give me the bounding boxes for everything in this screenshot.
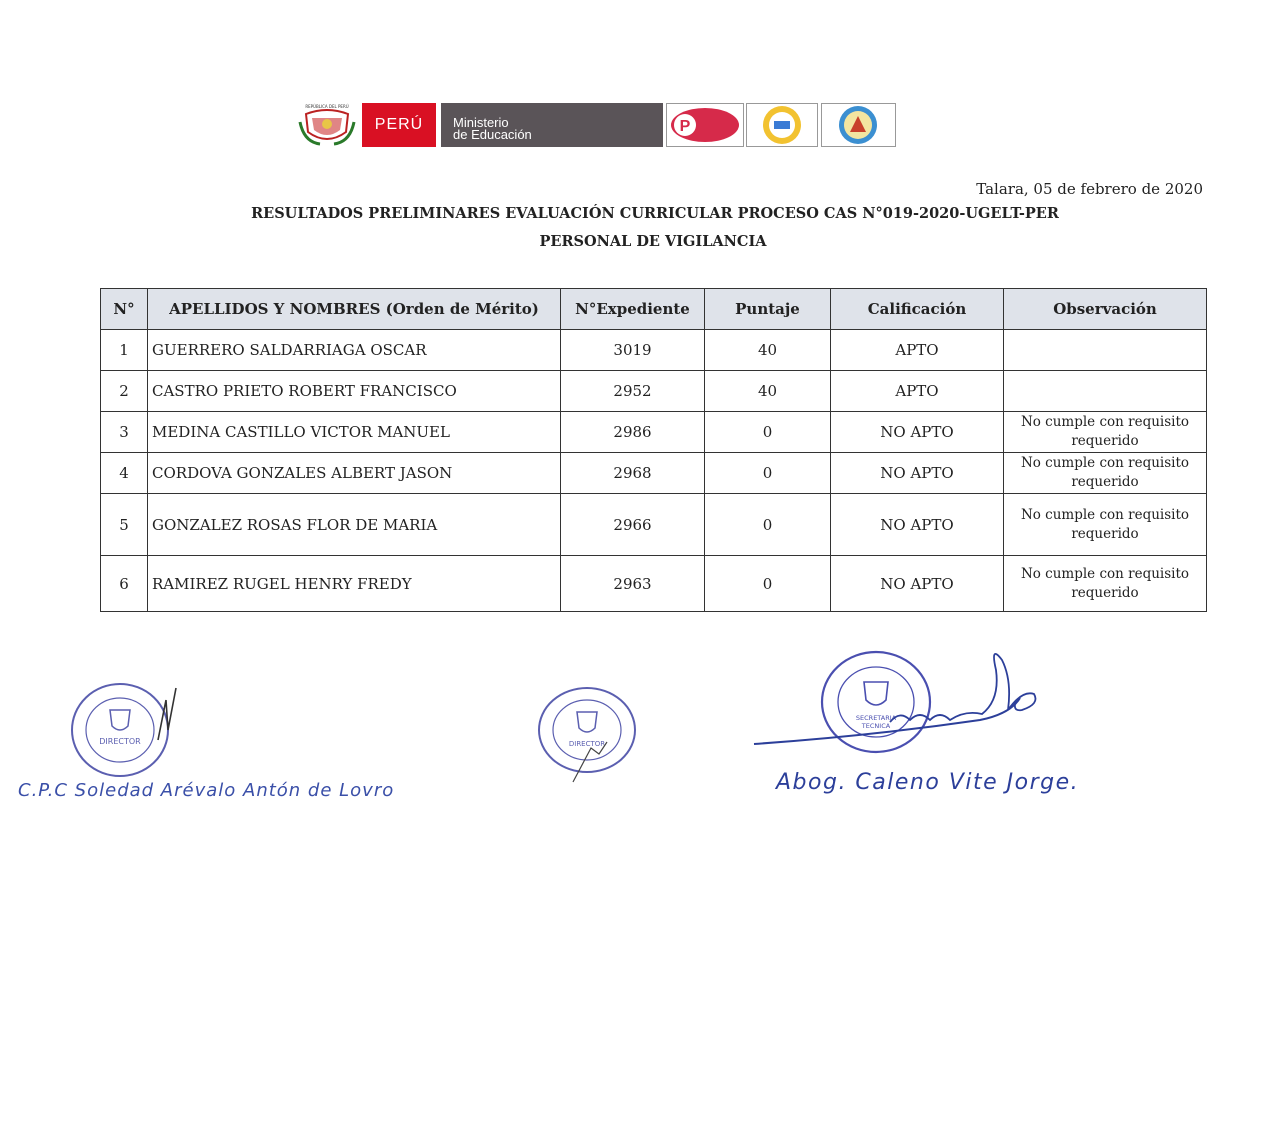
cell-num: 4	[101, 453, 148, 494]
cell-file: 2968	[561, 453, 705, 494]
cell-num: 1	[101, 330, 148, 371]
cell-rating: NO APTO	[831, 412, 1004, 453]
cell-rating: APTO	[831, 371, 1004, 412]
peru-shield-icon	[298, 102, 356, 148]
ministry-line1: Ministerio	[453, 115, 509, 130]
right-signer-name: Abog. Caleno Vite Jorge.	[776, 770, 1080, 795]
cell-rating: NO APTO	[831, 453, 1004, 494]
table-row	[101, 494, 1207, 556]
cell-rating: APTO	[831, 330, 1004, 371]
cell-observation: No cumple con requisito requerido	[1004, 453, 1207, 494]
table-row	[101, 330, 1207, 371]
cell-observation	[1004, 371, 1207, 412]
cell-name: RAMIREZ RUGEL HENRY FREDY	[148, 556, 561, 612]
cell-score: 40	[705, 330, 831, 371]
header-rating: Calificación	[831, 289, 1004, 330]
cell-rating: NO APTO	[831, 494, 1004, 556]
table-row	[101, 412, 1207, 453]
peru-logo-text: PERÚ	[374, 116, 424, 133]
table-row	[101, 371, 1207, 412]
header-logos	[298, 102, 898, 148]
header-score: Puntaje	[705, 289, 831, 330]
cell-num: 6	[101, 556, 148, 612]
ugel-logo-icon	[746, 103, 818, 147]
svg-text:DIRECTOR: DIRECTOR	[568, 740, 606, 748]
table-row	[101, 453, 1207, 494]
header-file: N°Expediente	[561, 289, 705, 330]
school-logo-icon	[821, 103, 896, 147]
cell-num: 2	[101, 371, 148, 412]
cell-score: 40	[705, 371, 831, 412]
cell-file: 2966	[561, 494, 705, 556]
cell-observation: No cumple con requisito requerido	[1004, 494, 1207, 556]
middle-stamp-icon	[533, 684, 641, 784]
cell-observation	[1004, 330, 1207, 371]
cell-observation: No cumple con requisito requerido	[1004, 412, 1207, 453]
svg-text:SECRETARIA: SECRETARIA	[855, 714, 897, 722]
cell-file: 2963	[561, 556, 705, 612]
left-signer-name: C.P.C Soledad Arévalo Antón de Lovro	[18, 780, 395, 801]
svg-text:P: P	[679, 118, 691, 135]
cell-file: 3019	[561, 330, 705, 371]
cell-file: 2986	[561, 412, 705, 453]
cell-file: 2952	[561, 371, 705, 412]
cell-observation: No cumple con requisito requerido	[1004, 556, 1207, 612]
cell-score: 0	[705, 412, 831, 453]
document-title: RESULTADOS PRELIMINARES EVALUACIÓN CURRICULAR PROCESO CAS N°019-2020-UGELT-PER	[251, 205, 1059, 222]
svg-text:DIRECTOR: DIRECTOR	[99, 737, 141, 746]
cell-score: 0	[705, 494, 831, 556]
cell-name: GUERRERO SALDARRIAGA OSCAR	[148, 330, 561, 371]
left-stamp-icon	[68, 680, 182, 780]
document-date: Talara, 05 de febrero de 2020	[976, 180, 1203, 198]
cell-score: 0	[705, 556, 831, 612]
table-header-row	[101, 289, 1207, 330]
peru-logo	[362, 103, 436, 147]
cell-name: MEDINA CASTILLO VICTOR MANUEL	[148, 412, 561, 453]
header-observation: Observación	[1004, 289, 1207, 330]
results-table	[100, 288, 1207, 612]
right-signature-icon	[750, 640, 1050, 760]
cell-name: CASTRO PRIETO ROBERT FRANCISCO	[148, 371, 561, 412]
shield-caption: REPÚBLICA DEL PERÚ	[305, 104, 349, 109]
cell-score: 0	[705, 453, 831, 494]
p-logo-icon	[666, 103, 744, 147]
cell-num: 5	[101, 494, 148, 556]
header-num: N°	[101, 289, 148, 330]
ministry-logo	[441, 103, 663, 147]
table-row	[101, 556, 1207, 612]
header-name: APELLIDOS Y NOMBRES (Orden de Mérito)	[148, 289, 561, 330]
cell-name: GONZALEZ ROSAS FLOR DE MARIA	[148, 494, 561, 556]
cell-rating: NO APTO	[831, 556, 1004, 612]
ministry-line2: de Educación	[453, 127, 532, 142]
cell-name: CORDOVA GONZALES ALBERT JASON	[148, 453, 561, 494]
cell-num: 3	[101, 412, 148, 453]
document-subtitle: PERSONAL DE VIGILANCIA	[539, 233, 767, 250]
svg-text:TECNICA: TECNICA	[861, 722, 891, 730]
